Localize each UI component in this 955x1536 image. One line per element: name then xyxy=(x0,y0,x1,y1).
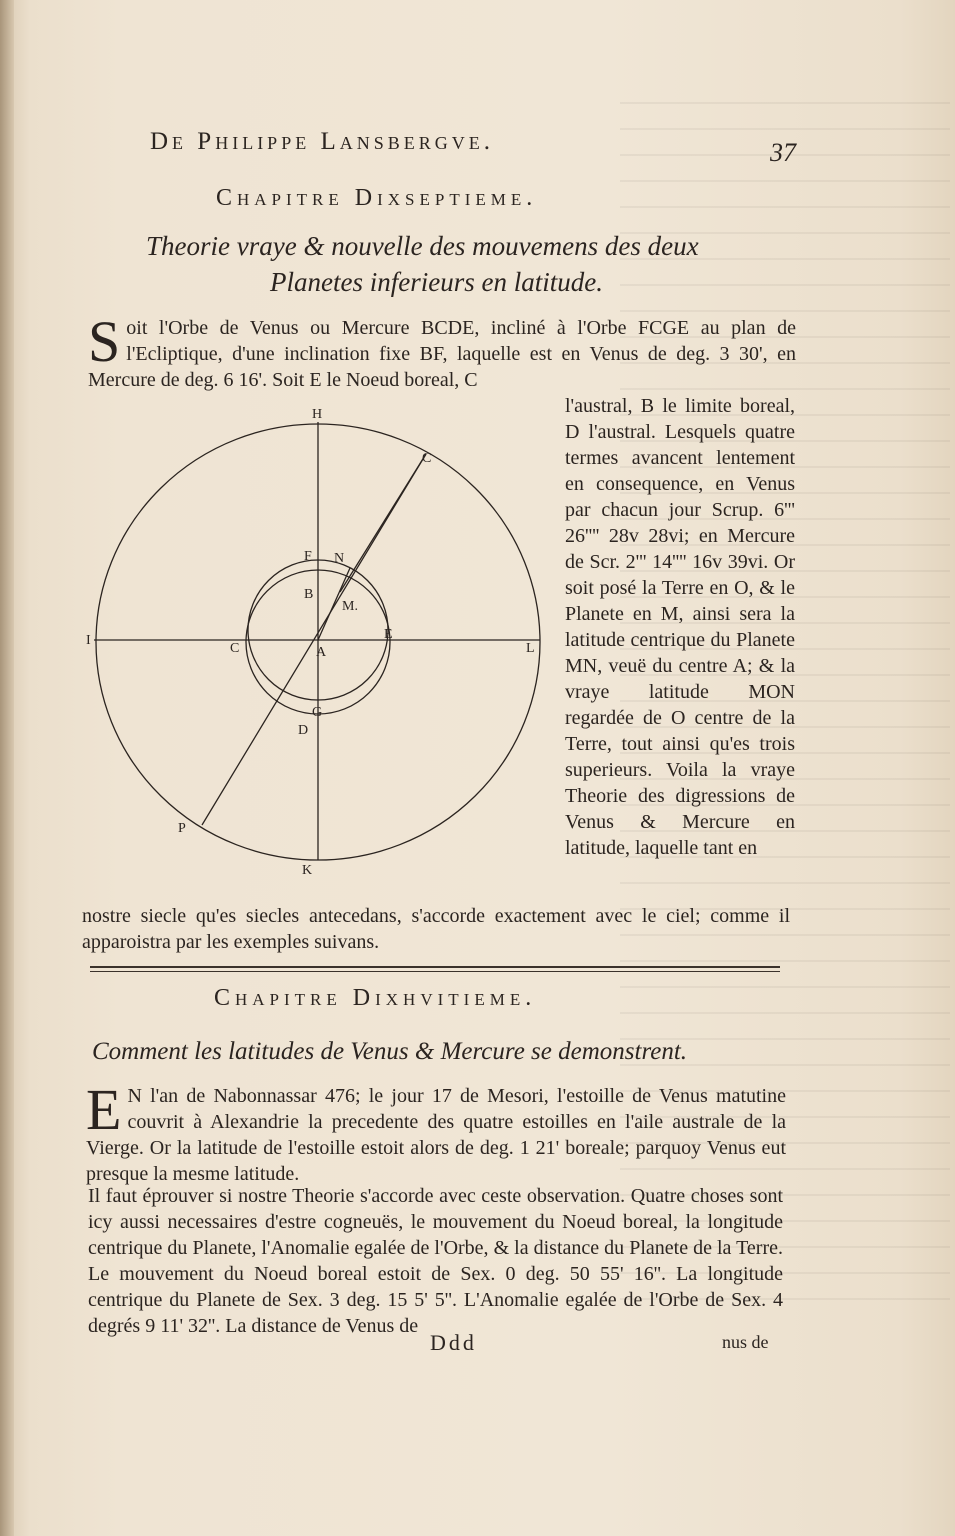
chapter-17-paragraph-top: Soit l'Orbe de Venus ou Mercure BCDE, incliné à l'Orbe FCGE au plan de l'Ecliptique, d'une inclination fixe BF, laquelle est en Venus de deg. 3 30', en Mercure de deg. 6 16'. Soit E le Noeud boreal, C xyxy=(88,309,796,391)
label-c: C xyxy=(230,641,240,656)
label-i: I xyxy=(86,633,91,648)
label-b: B xyxy=(304,587,314,602)
label-e: E xyxy=(384,627,393,642)
orbit-diagram xyxy=(84,402,554,882)
chapter-17-subtitle-line1: Theorie vraye & nouvelle des mouvemens des deux xyxy=(146,231,699,261)
label-k: K xyxy=(302,863,313,878)
label-f: F xyxy=(304,549,312,564)
label-m: M. xyxy=(342,599,358,614)
drop-cap-e: E xyxy=(86,1077,122,1142)
chapter-17-paragraph-bottom: nostre siecle qu'es siecles antecedans, s'accorde exactement avec le ciel; comme il apparoistra par les exemples suivans. xyxy=(82,905,790,953)
label-a: A xyxy=(316,645,327,660)
line-m-c xyxy=(340,454,426,592)
label-p: P xyxy=(178,821,186,836)
signature-mark: Ddd xyxy=(430,1330,477,1355)
page-gutter xyxy=(0,0,14,1536)
catchword: nus de xyxy=(722,1332,769,1352)
label-h: H xyxy=(312,407,323,422)
label-n: N xyxy=(334,551,345,566)
label-l: L xyxy=(526,641,535,656)
drop-cap: S xyxy=(88,309,121,374)
chapter-17-heading: Chapitre Dixseptieme. xyxy=(216,185,538,211)
label-c-top: C xyxy=(422,451,432,466)
running-head: De Philippe Lansbergve. xyxy=(150,128,494,155)
label-g: G xyxy=(312,705,323,720)
chapter-18-paragraph-1: E N l'an de Nabonnassar 476; le jour 17 de Mesori, l'estoille de Venus matutine couvrit à Alexandrie la precedente des quatre estoilles en l'aile australe de la Vierge. Or la latitude de l'estoille estoit alors de deg. 1 21' boreale; parquoy Venus eut presque la mesme latitude. xyxy=(86,1077,786,1185)
label-d: D xyxy=(298,723,309,738)
chapter-18-subtitle: Comment les latitudes de Venus & Mercure se demonstrent. xyxy=(92,1038,688,1065)
section-rule xyxy=(90,966,780,972)
chapter-18-heading: Chapitre Dixhvitieme. xyxy=(214,985,537,1011)
chapter-18-paragraph-2: Il faut éprouver si nostre Theorie s'accorde avec ceste observation. Quatre choses sont icy aussi necessaires d'estre cogneuës, le mouvement du Noeud boreal, la longitude centrique du Planete, l'Anomalie egalée de l'Orbe, & la distance du Planete de la Terre. Le mouvement du Noeud boreal estoit de Sex. 0 deg. 50 55' 16''. La longitude centrique du Planete de Sex. 3 deg. 15 5' 5''. L'Anomalie egalée de l'Orbe de Sex. 4 degrés 9 11' 32''. La distance de Venus de xyxy=(88,1185,783,1337)
chapter-17-paragraph-side: l'austral, B le limite boreal, D l'austral. Lesquels quatre termes avancent lentement en consequence, en Venus par chacun jour Scrup. 6''' 26'''' 28v 28vi; en Mercure de Scr. 2''' 14'''' 16v 39vi. Or soit posé la Terre en O, & le Planete en M, ainsi sera la latitude centrique du Planete MN, veuë du centre A; & la vraye latitude MON regardée de O centre de la Terre, tout ainsi qu'es trois superieurs. Voila la vraye Theorie des digressions de Venus & Mercure en latitude, laquelle tant en xyxy=(565,395,795,859)
page-number: 37 xyxy=(770,138,796,167)
chapter-17-subtitle-line2: Planetes inferieurs en latitude. xyxy=(270,267,603,297)
